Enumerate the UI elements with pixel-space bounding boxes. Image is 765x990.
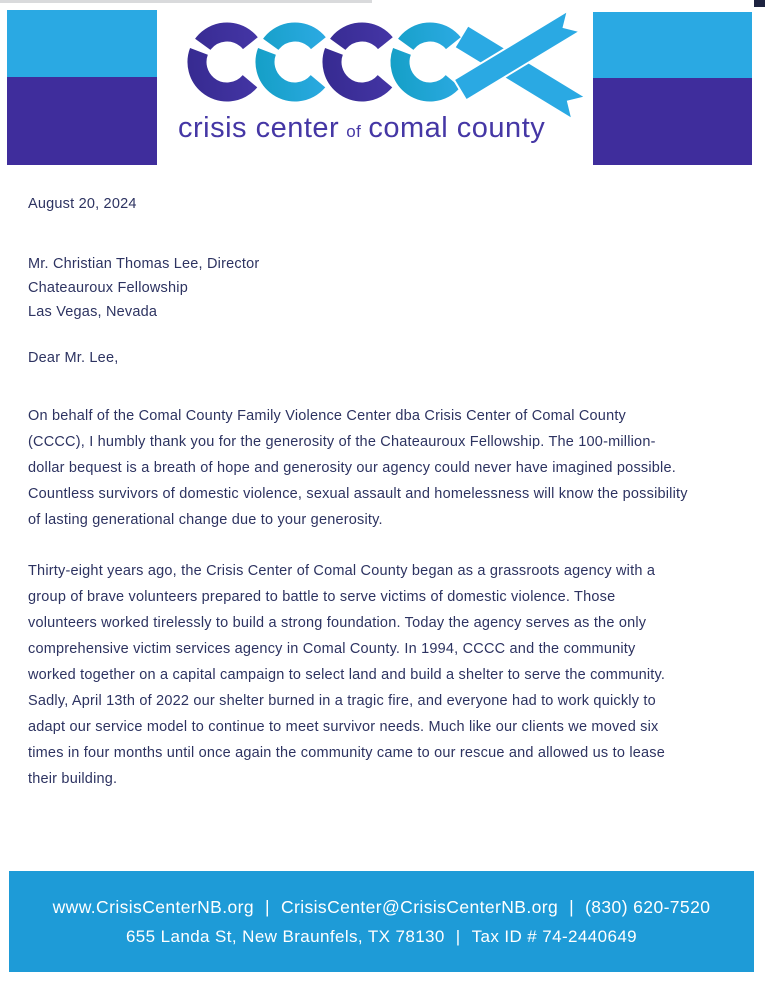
paragraph-line: their building. — [28, 771, 118, 787]
left-block-azure-half — [7, 10, 157, 77]
recipient-location: Las Vegas, Nevada — [28, 304, 158, 320]
paragraph-line: comprehensive victim services agency in Comal County. In 1994, CCCC and the community — [28, 641, 636, 657]
paragraph-line: of lasting generational change due to your generosity. — [28, 512, 383, 528]
tagline-of: of — [346, 122, 362, 141]
right-block-azure-half — [593, 12, 752, 78]
footer-separator: | — [264, 896, 270, 917]
letterhead-left-block — [7, 10, 157, 165]
footer-band — [9, 871, 754, 972]
footer-address-line — [126, 927, 637, 947]
paragraph-line: On behalf of the Comal County Family Violence Center dba Crisis Center of Comal County — [28, 408, 627, 424]
left-block-purple-half — [7, 77, 157, 165]
tagline-comal-county: comal county — [368, 112, 546, 144]
footer-email: CrisisCenter@CrisisCenterNB.org — [280, 896, 559, 917]
date-line: August 20, 2024 — [28, 196, 137, 212]
recipient-organization: Chateauroux Fellowship — [28, 280, 188, 296]
paragraph-line: group of brave volunteers prepared to battle to serve victims of domestic violence. Those — [28, 589, 616, 605]
paragraph-1 — [28, 403, 688, 533]
paragraph-line: volunteers worked tirelessly to build a strong foundation. Today the agency serves as the only — [28, 615, 647, 631]
footer-separator: | — [569, 896, 575, 917]
recipient-block — [28, 252, 259, 324]
letterhead-right-block — [593, 12, 752, 165]
footer-tax-id: Tax ID # 74-2440649 — [471, 926, 638, 946]
paragraph-line: worked together on a capital campaign to select land and build a shelter to serve the community. — [28, 667, 666, 683]
paragraph-line: (CCCC), I humbly thank you for the generosity of the Chateauroux Fellowship. The 100-million- — [28, 434, 656, 450]
paragraph-line: adapt our service model to continue to meet survivor needs. Much like our clients we moved six — [28, 719, 659, 735]
paragraph-line: Thirty-eight years ago, the Crisis Center of Comal County began as a grassroots agency with a — [28, 563, 656, 579]
footer-contact-line — [53, 897, 711, 918]
footer-separator: | — [455, 926, 461, 946]
paragraph-line: dollar bequest is a breath of hope and generosity our agency could never have imagined possible. — [28, 460, 676, 476]
scan-artifact-corner — [754, 0, 765, 7]
paragraph-line: times in four months until once again the community came to our rescue and allowed us to lease — [28, 745, 665, 761]
logo-tagline — [178, 112, 588, 145]
salutation: Dear Mr. Lee, — [28, 350, 119, 366]
recipient-name: Mr. Christian Thomas Lee, Director — [28, 256, 260, 272]
scan-artifact-streak — [0, 0, 372, 3]
footer-address: 655 Landa St, New Braunfels, TX 78130 — [125, 926, 445, 946]
footer-phone: (830) 620-7520 — [585, 896, 711, 917]
paragraph-line: Countless survivors of domestic violence, sexual assault and homelessness will know the possibility — [28, 486, 688, 502]
tagline-crisis-center: crisis center — [178, 112, 340, 144]
paragraph-line: Sadly, April 13th of 2022 our shelter burned in a tragic fire, and everyone had to work quickly to — [28, 693, 656, 709]
logo-letter-c4 — [388, 20, 473, 105]
paragraph-2 — [28, 558, 665, 792]
footer-website: www.CrisisCenterNB.org — [52, 896, 254, 917]
right-block-purple-half — [593, 78, 752, 165]
